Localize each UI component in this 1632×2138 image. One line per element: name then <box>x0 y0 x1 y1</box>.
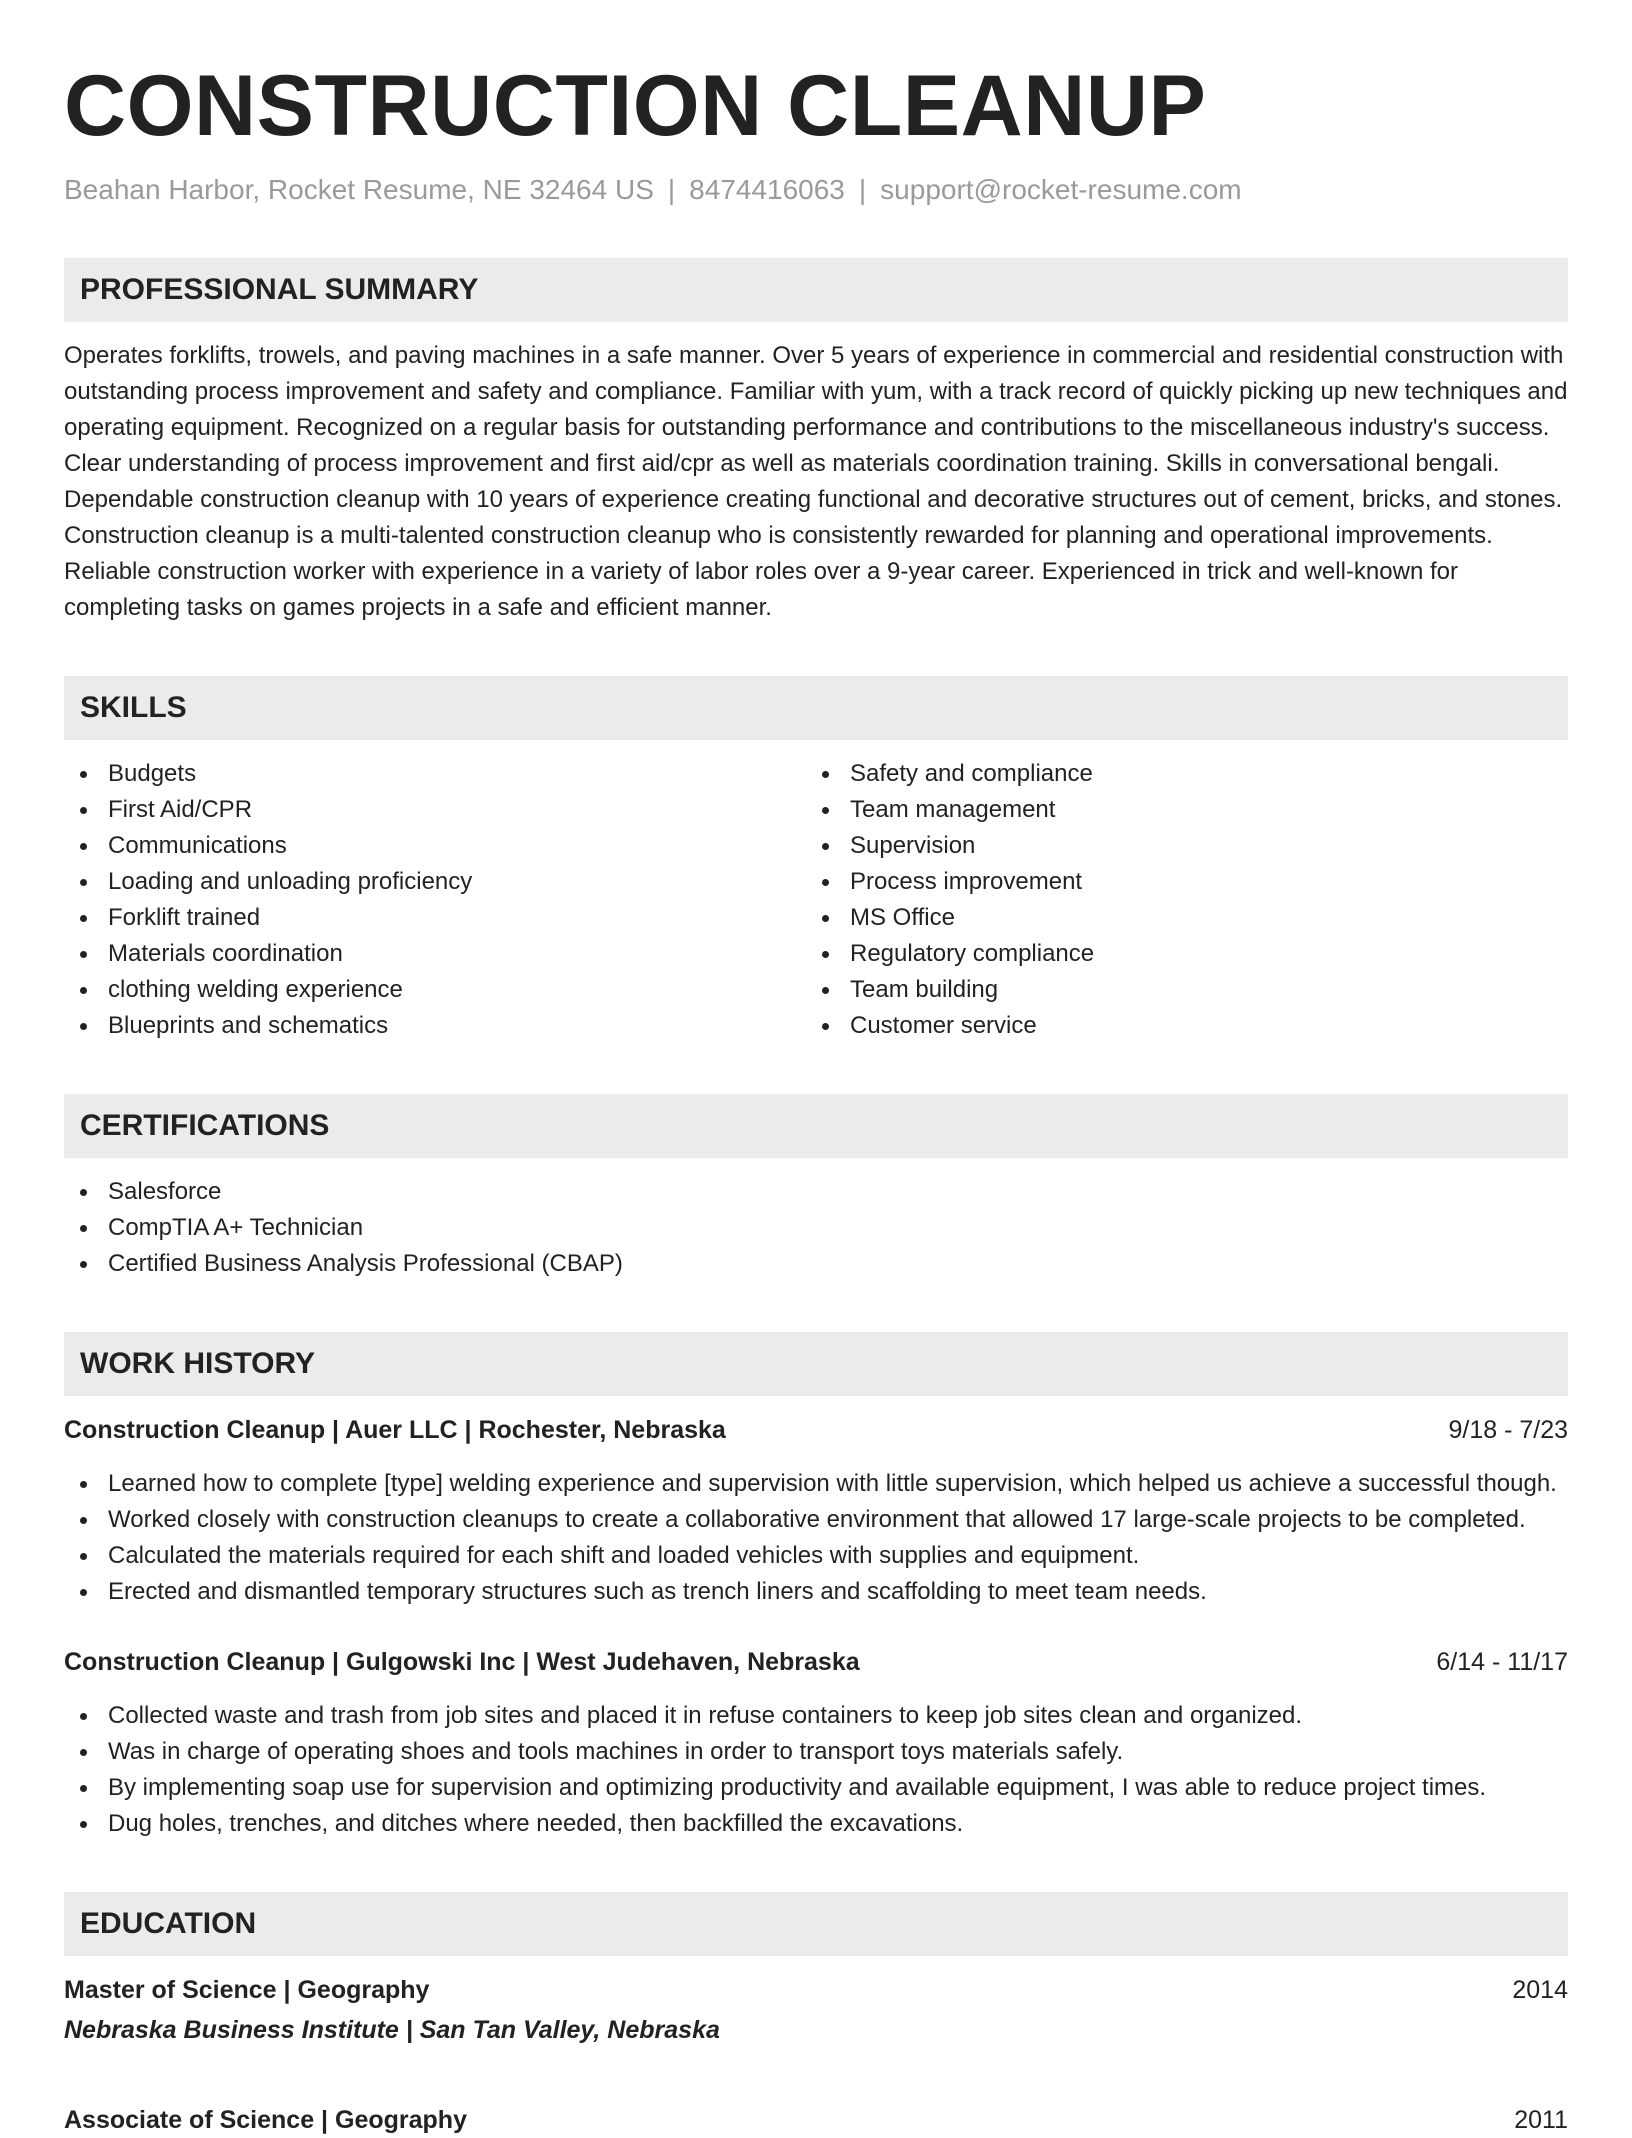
skill-item: Customer service <box>806 1008 1548 1044</box>
job-header <box>64 1644 1568 1680</box>
skill-item: Materials coordination <box>64 936 806 972</box>
education-entry <box>64 1972 1568 2048</box>
degree: Master of Science | Geography <box>64 1976 430 2004</box>
contact-line <box>64 172 1568 208</box>
education-header <box>64 2102 1568 2138</box>
job-dates: 6/14 - 11/17 <box>1436 1648 1568 1676</box>
skill-item: MS Office <box>806 900 1548 936</box>
job-bullet: By implementing soap use for supervision and optimizing productivity and available equipment, I was able to reduce project times. <box>64 1770 1568 1806</box>
skill-item: Team management <box>806 792 1548 828</box>
skills-column-right <box>806 756 1548 1044</box>
skill-item: Forklift trained <box>64 900 806 936</box>
degree: Associate of Science | Geography <box>64 2106 467 2134</box>
summary-heading: PROFESSIONAL SUMMARY <box>64 258 1568 322</box>
certifications-heading: CERTIFICATIONS <box>64 1094 1568 1158</box>
summary-text: Operates forklifts, trowels, and paving machines in a safe manner. Over 5 years of experience in commercial and residential construction with outstanding process improvement and safety and compliance. Familiar with yum, with a track record of quickly picking up new techniques and operating equipment. Recognized on a regular basis for outstanding performance and contributions to the miscellaneous industry's success. Clear understanding of process improvement and first aid/cpr as well as materials coordination training. Skills in conversational bengali. Dependable construction cleanup with 10 years of experience creating functional and decorative structures out of cement, bricks, and stones. Construction cleanup is a multi-talented construction cleanup who is consistently rewarded for planning and operational improvements. Reliable construction worker with experience in a variety of labor roles over a 9-year career. Experienced in trick and well-known for completing tasks on games projects in a safe and efficient manner. <box>64 342 1568 621</box>
work-history-heading: WORK HISTORY <box>64 1332 1568 1396</box>
job-title: Construction Cleanup | Gulgowski Inc | West Judehaven, Nebraska <box>64 1648 860 1676</box>
job-bullet: Dug holes, trenches, and ditches where needed, then backfilled the excavations. <box>64 1806 1568 1842</box>
job-header <box>64 1412 1568 1448</box>
skill-item: Loading and unloading proficiency <box>64 864 806 900</box>
skill-item: Regulatory compliance <box>806 936 1548 972</box>
contact-email: support@rocket-resume.com <box>880 174 1242 205</box>
job-bullet: Calculated the materials required for each shift and loaded vehicles with supplies and equipment. <box>64 1538 1568 1574</box>
job-bullets <box>64 1698 1568 1842</box>
candidate-name: CONSTRUCTION CLEANUP <box>64 58 1207 154</box>
job-dates: 9/18 - 7/23 <box>1448 1416 1568 1444</box>
certification-item: Certified Business Analysis Professional (CBAP) <box>64 1246 1568 1282</box>
education-entry <box>64 2102 1568 2138</box>
job-bullet: Erected and dismantled temporary structures such as trench liners and scaffolding to meet team needs. <box>64 1574 1568 1610</box>
skills-heading: SKILLS <box>64 676 1568 740</box>
skill-item: Supervision <box>806 828 1548 864</box>
skill-item: Process improvement <box>806 864 1548 900</box>
job-bullet: Learned how to complete [type] welding experience and supervision with little supervision, which helped us achieve a successful though. <box>64 1466 1568 1502</box>
certification-item: Salesforce <box>64 1174 1568 1210</box>
job-title: Construction Cleanup | Auer LLC | Rochester, Nebraska <box>64 1416 726 1444</box>
education-heading: EDUCATION <box>64 1892 1568 1956</box>
skills-column-left <box>64 756 806 1044</box>
job-bullet: Collected waste and trash from job sites and placed it in refuse containers to keep job sites clean and organized. <box>64 1698 1568 1734</box>
skill-item: Communications <box>64 828 806 864</box>
certification-item: CompTIA A+ Technician <box>64 1210 1568 1246</box>
contact-separator: | <box>667 174 676 205</box>
job-bullet: Was in charge of operating shoes and tools machines in order to transport toys materials safely. <box>64 1734 1568 1770</box>
skill-item: First Aid/CPR <box>64 792 806 828</box>
skill-item: Team building <box>806 972 1548 1008</box>
certifications-list <box>64 1174 1568 1282</box>
skill-item: clothing welding experience <box>64 972 806 1008</box>
job-entry <box>64 1412 1568 1610</box>
graduation-year: 2014 <box>1512 1976 1568 2004</box>
contact-phone: 8474416063 <box>689 174 845 205</box>
skill-item: Safety and compliance <box>806 756 1548 792</box>
graduation-year: 2011 <box>1514 2106 1568 2134</box>
job-bullets <box>64 1466 1568 1610</box>
contact-address: Beahan Harbor, Rocket Resume, NE 32464 US <box>64 174 654 205</box>
school: Nebraska Business Institute | San Tan Valley, Nebraska <box>64 2016 720 2044</box>
skill-item: Budgets <box>64 756 806 792</box>
skills-list <box>64 756 1568 1044</box>
contact-separator: | <box>858 174 867 205</box>
education-header <box>64 1972 1568 2008</box>
job-bullet: Worked closely with construction cleanups to create a collaborative environment that allowed 17 large-scale projects to be completed. <box>64 1502 1568 1538</box>
job-entry <box>64 1644 1568 1842</box>
skill-item: Blueprints and schematics <box>64 1008 806 1044</box>
